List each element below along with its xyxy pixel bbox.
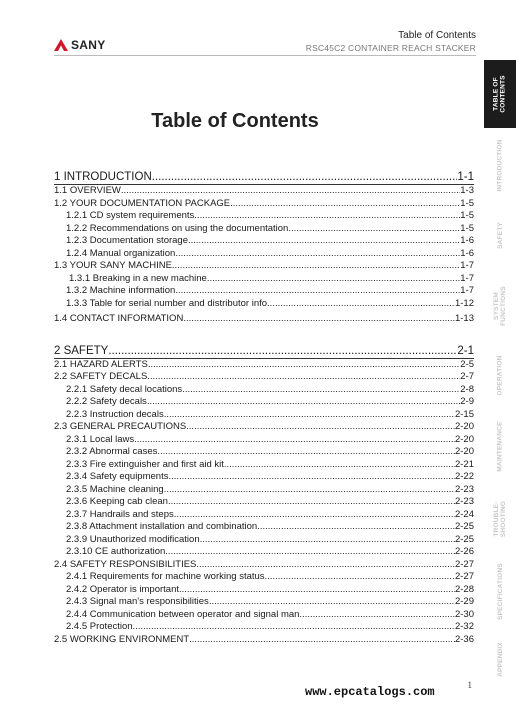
toc-entry[interactable]: 2.2.1 Safety decal locations ..... 2-8 [54, 384, 474, 397]
toc-entry[interactable]: 2 SAFETY ..... 2-1 [54, 344, 474, 359]
toc-entry[interactable]: 1.2 YOUR DOCUMENTATION PACKAGE ..... 1-5 [54, 198, 474, 211]
toc-entry[interactable]: 2.3.9 Unauthorized modification ..... 2-25 [54, 534, 474, 547]
brand-name: SANY [71, 38, 106, 52]
toc-entry[interactable]: 2.3.2 Abnormal cases ..... 2-20 [54, 446, 474, 459]
header-subtitle: RSC45C2 CONTAINER REACH STACKER [305, 43, 476, 53]
side-tab-troubleshooting[interactable] [484, 484, 516, 554]
side-tab-label: INTRODUCTION [496, 138, 504, 192]
header-title: Table of Contents [398, 30, 476, 41]
toc-entry[interactable]: 2.2 SAFETY DECALS ..... 2-7 [54, 371, 474, 384]
toc-entry[interactable]: 2.3.7 Handrails and steps ..... 2-24 [54, 509, 474, 522]
toc-entry[interactable]: 2.4 SAFETY RESPONSIBILITIES ..... 2-27 [54, 559, 474, 572]
toc-entry[interactable]: 2.3.5 Machine cleaning ..... 2-23 [54, 484, 474, 497]
sany-logo [54, 38, 106, 52]
toc-entry[interactable]: 1.2.2 Recommendations on using the documentation ..... 1-5 [54, 223, 474, 236]
toc-entry[interactable]: 1.3.2 Machine information ..... 1-7 [54, 285, 474, 298]
toc-entry[interactable]: 2.4.1 Requirements for machine working status ..... 2-27 [54, 571, 474, 584]
sany-logo-icon [54, 39, 68, 51]
side-tab-label: TROUBLE- SHOOTING [493, 500, 507, 538]
header-divider [54, 55, 476, 56]
toc-entry[interactable]: 2.3.6 Keeping cab clean ..... 2-23 [54, 496, 474, 509]
side-tab-specifications[interactable] [484, 554, 516, 628]
side-tab-maintenance[interactable] [484, 410, 516, 482]
toc-entry[interactable]: 2.4.4 Communication between operator and signal man ..... 2-30 [54, 609, 474, 622]
toc-entry[interactable]: 2.3.1 Local laws ..... 2-20 [54, 434, 474, 447]
toc-entry[interactable]: 1.3 YOUR SANY MACHINE ..... 1-7 [54, 260, 474, 273]
watermark: www.epcatalogs.com [305, 685, 435, 699]
toc-entry[interactable]: 1.2.4 Manual organization ..... 1-6 [54, 248, 474, 261]
side-tab-label: OPERATION [496, 355, 504, 395]
side-tab-safety[interactable] [484, 202, 516, 268]
toc-entry[interactable]: 1.3.3 Table for serial number and distributor info ..... 1-12 [54, 298, 474, 311]
toc-entry[interactable]: 2.4.3 Signal man's responsibilities ..... 2-29 [54, 596, 474, 609]
toc-entry[interactable]: 2.3.8 Attachment installation and combination ..... 2-25 [54, 521, 474, 534]
page-title: Table of Contents [151, 110, 319, 132]
toc-entry[interactable]: 2.1 HAZARD ALERTS ..... 2-5 [54, 359, 474, 372]
side-tab-label: APPENDIX [496, 641, 504, 677]
toc-entry[interactable]: 2.3.3 Fire extinguisher and first aid kit ..... 2-21 [54, 459, 474, 472]
toc-entry[interactable]: 1.2.1 CD system requirements ..... 1-5 [54, 210, 474, 223]
toc-entry[interactable]: 2.4.2 Operator is important ..... 2-28 [54, 584, 474, 597]
toc-entry[interactable]: 1.3.1 Breaking in a new machine ..... 1-7 [54, 273, 474, 286]
table-of-contents [54, 170, 474, 646]
toc-entry[interactable]: 1.1 OVERVIEW ..... 1-3 [54, 185, 474, 198]
side-tab-label: MAINTENANCE [496, 420, 504, 472]
side-tab-introduction[interactable] [484, 132, 516, 198]
toc-entry[interactable]: 2.2.3 Instruction decals ..... 2-15 [54, 409, 474, 422]
side-tab-operation[interactable] [484, 342, 516, 408]
chapter-side-tabs [484, 60, 516, 690]
toc-entry[interactable]: 1 INTRODUCTION ..... 1-1 [54, 170, 474, 185]
toc-entry[interactable]: 1.2.3 Documentation storage ..... 1-6 [54, 235, 474, 248]
toc-entry[interactable]: 2.3 GENERAL PRECAUTIONS ..... 2-20 [54, 421, 474, 434]
toc-entry[interactable]: 2.3.10 CE authorization ..... 2-26 [54, 546, 474, 559]
side-tab-label: SAFETY [496, 221, 504, 249]
toc-entry[interactable]: 2.5 WORKING ENVIRONMENT ..... 2-36 [54, 634, 474, 647]
toc-entry[interactable]: 2.4.5 Protection ..... 2-32 [54, 621, 474, 634]
side-tab-system-functions[interactable] [484, 272, 516, 340]
side-tab-appendix[interactable] [484, 630, 516, 688]
page-number: 1 [467, 680, 472, 690]
side-tab-label: SPECIFICATIONS [496, 562, 504, 620]
toc-entry[interactable]: 1.4 CONTACT INFORMATION ..... 1-13 [54, 313, 474, 326]
toc-entry[interactable]: 2.2.2 Safety decals ..... 2-9 [54, 396, 474, 409]
side-tab-label: SYSTEM FUNCTIONS [493, 286, 507, 326]
toc-entry[interactable]: 2.3.4 Safety equipments ..... 2-22 [54, 471, 474, 484]
side-tab-label: TABLE OF CONTENTS [493, 75, 508, 113]
side-tab-table-of-contents[interactable] [484, 60, 516, 128]
